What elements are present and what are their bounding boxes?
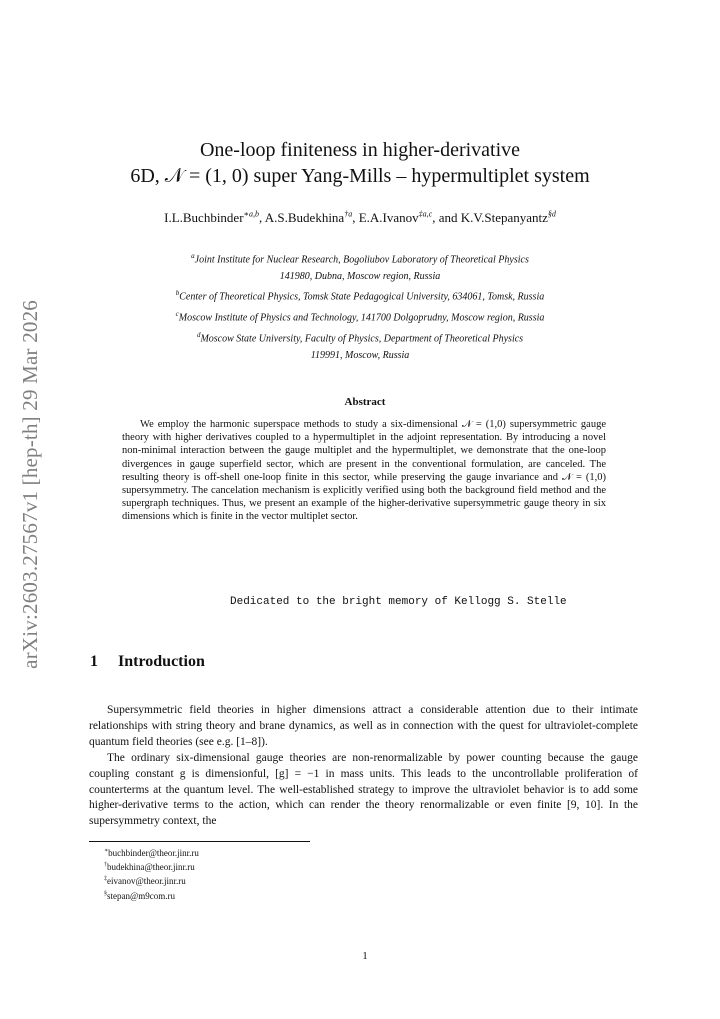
dedication: Dedicated to the bright memory of Kellogg S. Stelle [230,596,567,608]
paper-title-line-2: 6D, 𝒩 = (1, 0) super Yang-Mills – hypermultiplet system [130,165,590,187]
affiliation-d: $^d$Moscow State University, Faculty of Physics, Department of Theoretical Physics [196,330,524,345]
page-number: 1 [362,950,368,962]
footnote-rule [89,841,310,842]
arxiv-identifier-stamp: arXiv:2603.27567v1 [hep-th] 29 Mar 2026 [18,300,42,669]
author: A.S.Budekhina$^{\dagger a}$, [264,210,359,226]
affiliation-d-address: 119991, Moscow, Russia [310,349,410,361]
author-list [0,210,720,226]
paragraph: Supersymmetric field theories in higher dimensions attract a considerable attention due to their intimate relationships with string theory and brane dynamics, as well as in connection with the quest for ultraviolet-complete quantum field theories (see e.g. [1–8]). [89,704,638,748]
section-number: 1 [90,653,98,670]
section-heading [90,653,205,671]
affiliation-a: $^a$Joint Institute for Nuclear Research, Bogoliubov Laboratory of Theoretical Physics [191,252,529,266]
affiliation-a-address: 141980, Dubna, Moscow region, Russia [279,270,441,282]
footnote-email: ‡eivanov@theor.jinr.ru [104,876,186,887]
author: I.L.Buchbinder$^{∗a,b}$, [164,210,265,226]
footnote-email: §stepan@m9com.ru [104,890,176,901]
paragraph: The ordinary six-dimensional gauge theories are non-renormalizable by power counting because the gauge coupling constant g is dimensionful, [g] = −1 in mass units. This leads to the uncontrollable proliferation of counterterms at the quantum level. The well-established strategy to improve the ultraviolet behavior is to add some higher-derivative terms to the action, which can render the theory renormalizable or even finite [9, 10]. In the supersymmetry context, the [89,751,638,828]
footnote-email: ∗buchbinder@theor.jinr.ru [104,848,199,858]
affiliation-c: $^c$Moscow Institute of Physics and Technology, 141700 Dolgoprudny, Moscow region, Russia [175,310,545,324]
footnotes [104,845,199,902]
affiliation-b: $^b$Center of Theoretical Physics, Tomsk State Pedagogical University, 634061, Tomsk, Russia [175,289,545,303]
author: K.V.Stepanyantz$^{\S d}$ [460,210,556,226]
paper-title-line-1: One-loop finiteness in higher-derivative [199,139,521,161]
abstract-text: We employ the harmonic superspace methods to study a six-dimensional 𝒩 = (1,0) supersymmetric gauge theory with higher derivatives coupled to a hypermultiplet in the adjoint representation. By introducing a novel non-minimal interaction between the gauge multiplet and the hypermultiplet, we demonstrate that the one-loop divergences in gauge superfield sector, which are present in the conventional formulation, are canceled. The resulting theory is off-shell one-loop finite in this sector, while preserving the gauge invariance and 𝒩 = (1,0) supersymmetry. The cancelation mechanism is explicitly verified using both the background field method and the supergraph techniques. Thus, we present an example of the higher-derivative supersymmetric gauge theory in six dimensions which is finite in the vector multiplet sector. [122,419,606,523]
abstract-heading: Abstract [344,396,386,408]
author: E.A.Ivanov$^{\ddagger a,c}$, and [358,210,461,226]
body-text [89,703,638,830]
footnote-email: †budekhina@theor.jinr.ru [104,862,195,873]
affiliations [0,248,720,364]
section-title: Introduction [118,653,205,670]
